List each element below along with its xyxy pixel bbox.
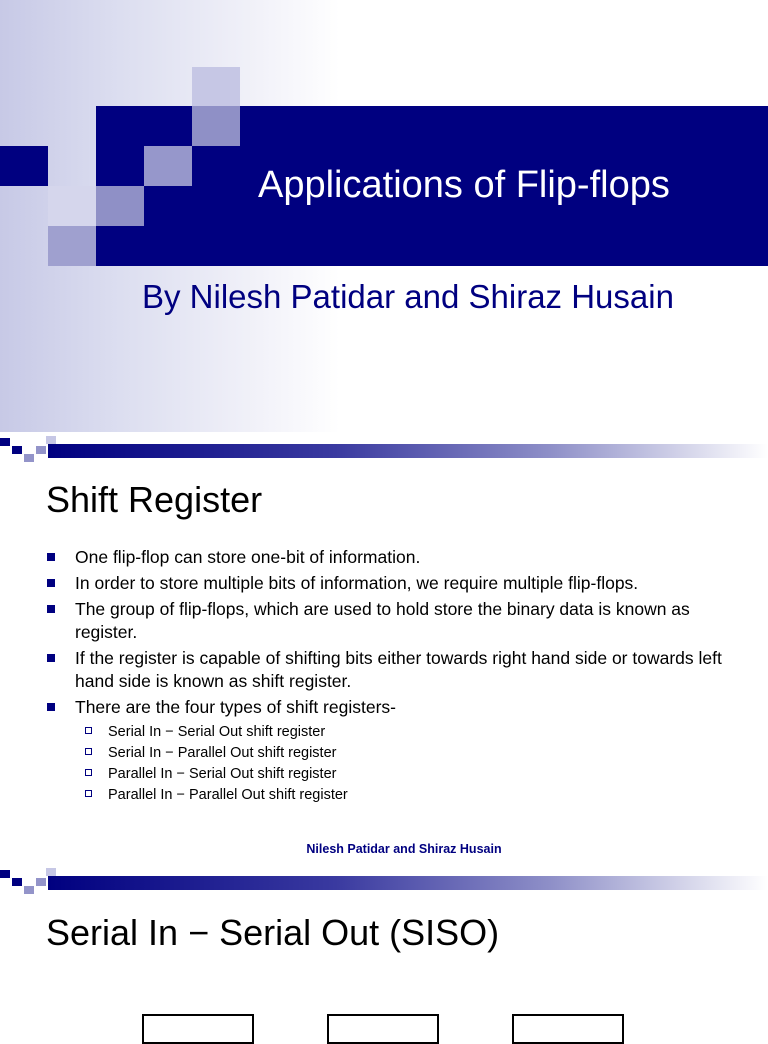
list-item: In order to store multiple bits of information, we require multiple flip-flops.	[46, 572, 746, 595]
list-item: If the register is capable of shifting bits either towards right hand side or towards left hand side is known as shift register.	[46, 647, 746, 693]
flip-flop-box	[142, 1014, 254, 1044]
decor-square	[192, 106, 240, 146]
title-slide	[0, 0, 768, 432]
slide-subtitle: By Nilesh Patidar and Shiraz Husain	[142, 278, 674, 315]
sub-list-item: Serial In − Serial Out shift register	[75, 722, 746, 743]
list-item: One flip-flop can store one-bit of information.	[46, 546, 746, 569]
sub-list-item: Parallel In − Serial Out shift register	[75, 764, 746, 785]
flip-flop-box	[512, 1014, 624, 1044]
bullet-list	[46, 546, 746, 809]
decor-square	[144, 146, 192, 186]
sub-list-item: Parallel In − Parallel Out shift register	[75, 785, 746, 806]
slide-header-strip	[0, 434, 768, 464]
flip-flop-box	[327, 1014, 439, 1044]
list-item: There are the four types of shift registers- Serial In − Serial Out shift register Serial In − Parallel Out shift register Parallel In − Serial Out shift register Parallel In − Parallel Out shift register	[46, 696, 746, 806]
slide-heading: Serial In − Serial Out (SISO)	[46, 912, 500, 953]
list-item: The group of flip-flops, which are used to hold store the binary data is known as register.	[46, 598, 746, 644]
sub-bullet-list	[75, 722, 746, 806]
sub-list-item: Serial In − Parallel Out shift register	[75, 743, 746, 764]
slide-heading: Shift Register	[46, 479, 263, 520]
decor-band	[0, 146, 48, 186]
slide-title: Applications of Flip-flops	[258, 164, 670, 206]
slide-footer: Nilesh Patidar and Shiraz Husain	[306, 842, 502, 856]
decor-square	[192, 67, 240, 107]
decor-square	[96, 186, 144, 226]
slide-header-strip	[0, 866, 768, 896]
decor-square	[48, 226, 96, 266]
decor-square	[48, 186, 96, 226]
